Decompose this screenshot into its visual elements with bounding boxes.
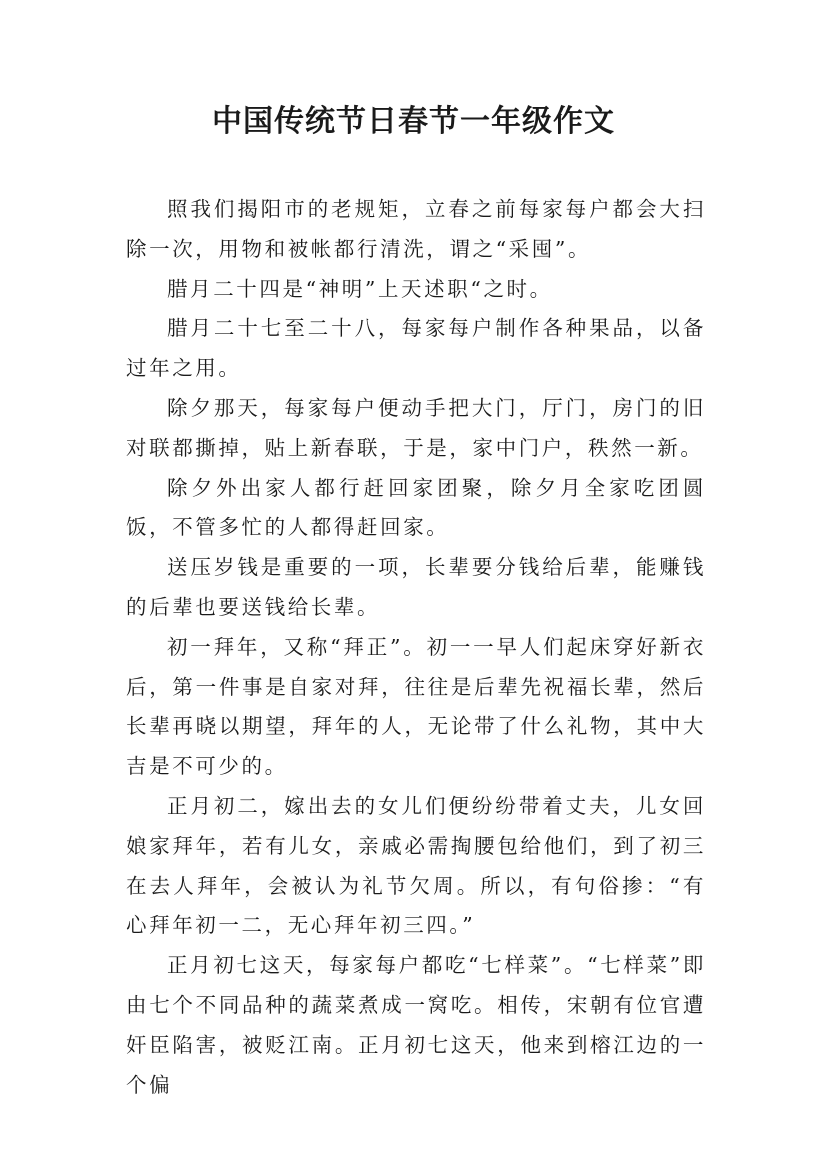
paragraph: 正月初七这天，每家每户都吃“七样菜”。“七样菜”即由七个不同品种的蔬菜煮成一窝吃。相传，宋朝有位官遭奸臣陷害，被贬江南。正月初七这天，他来到榕江边的一个偏: [126, 953, 706, 1097]
document-title: 中国传统节日春节一年级作文: [212, 104, 615, 139]
paragraph: 初一拜年，又称“拜正”。初一一早人们起床穿好新衣后，第一件事是自家对拜，往往是后辈先祝福长辈，然后长辈再晓以期望，拜年的人，无论带了什么礼物，其中大吉是不可少的。: [126, 634, 706, 779]
document-body: [126, 190, 706, 1105]
paragraph: 除夕外出家人都行赶回家团聚，除夕月全家吃团圆饭，不管多忙的人都得赶回家。: [126, 475, 706, 540]
paragraph: 照我们揭阳市的老规矩，立春之前每家每户都会大扫除一次，用物和被帐都行清洗，谓之“采囤”。: [126, 197, 706, 261]
paragraph: 正月初二，嫁出去的女儿们便纷纷带着丈夫，儿女回娘家拜年，若有儿女，亲戚必需掏腰包给他们，到了初三在去人拜年，会被认为礼节欠周。所以，有句俗掺：“有心拜年初一二，无心拜年初三四。”: [126, 793, 706, 938]
paragraph: 除夕那天，每家每户便动手把大门，厅门，房门的旧对联都撕掉，贴上新春联，于是，家中门户，秩然一新。: [126, 395, 706, 460]
paragraph: 腊月二十七至二十八，每家每户制作各种果品，以备过年之用。: [126, 316, 706, 381]
paragraph: 腊月二十四是“神明”上天述职“之时。: [167, 276, 553, 301]
paragraph: 送压岁钱是重要的一项，长辈要分钱给后辈，能赚钱的后辈也要送钱给长辈。: [126, 555, 706, 619]
